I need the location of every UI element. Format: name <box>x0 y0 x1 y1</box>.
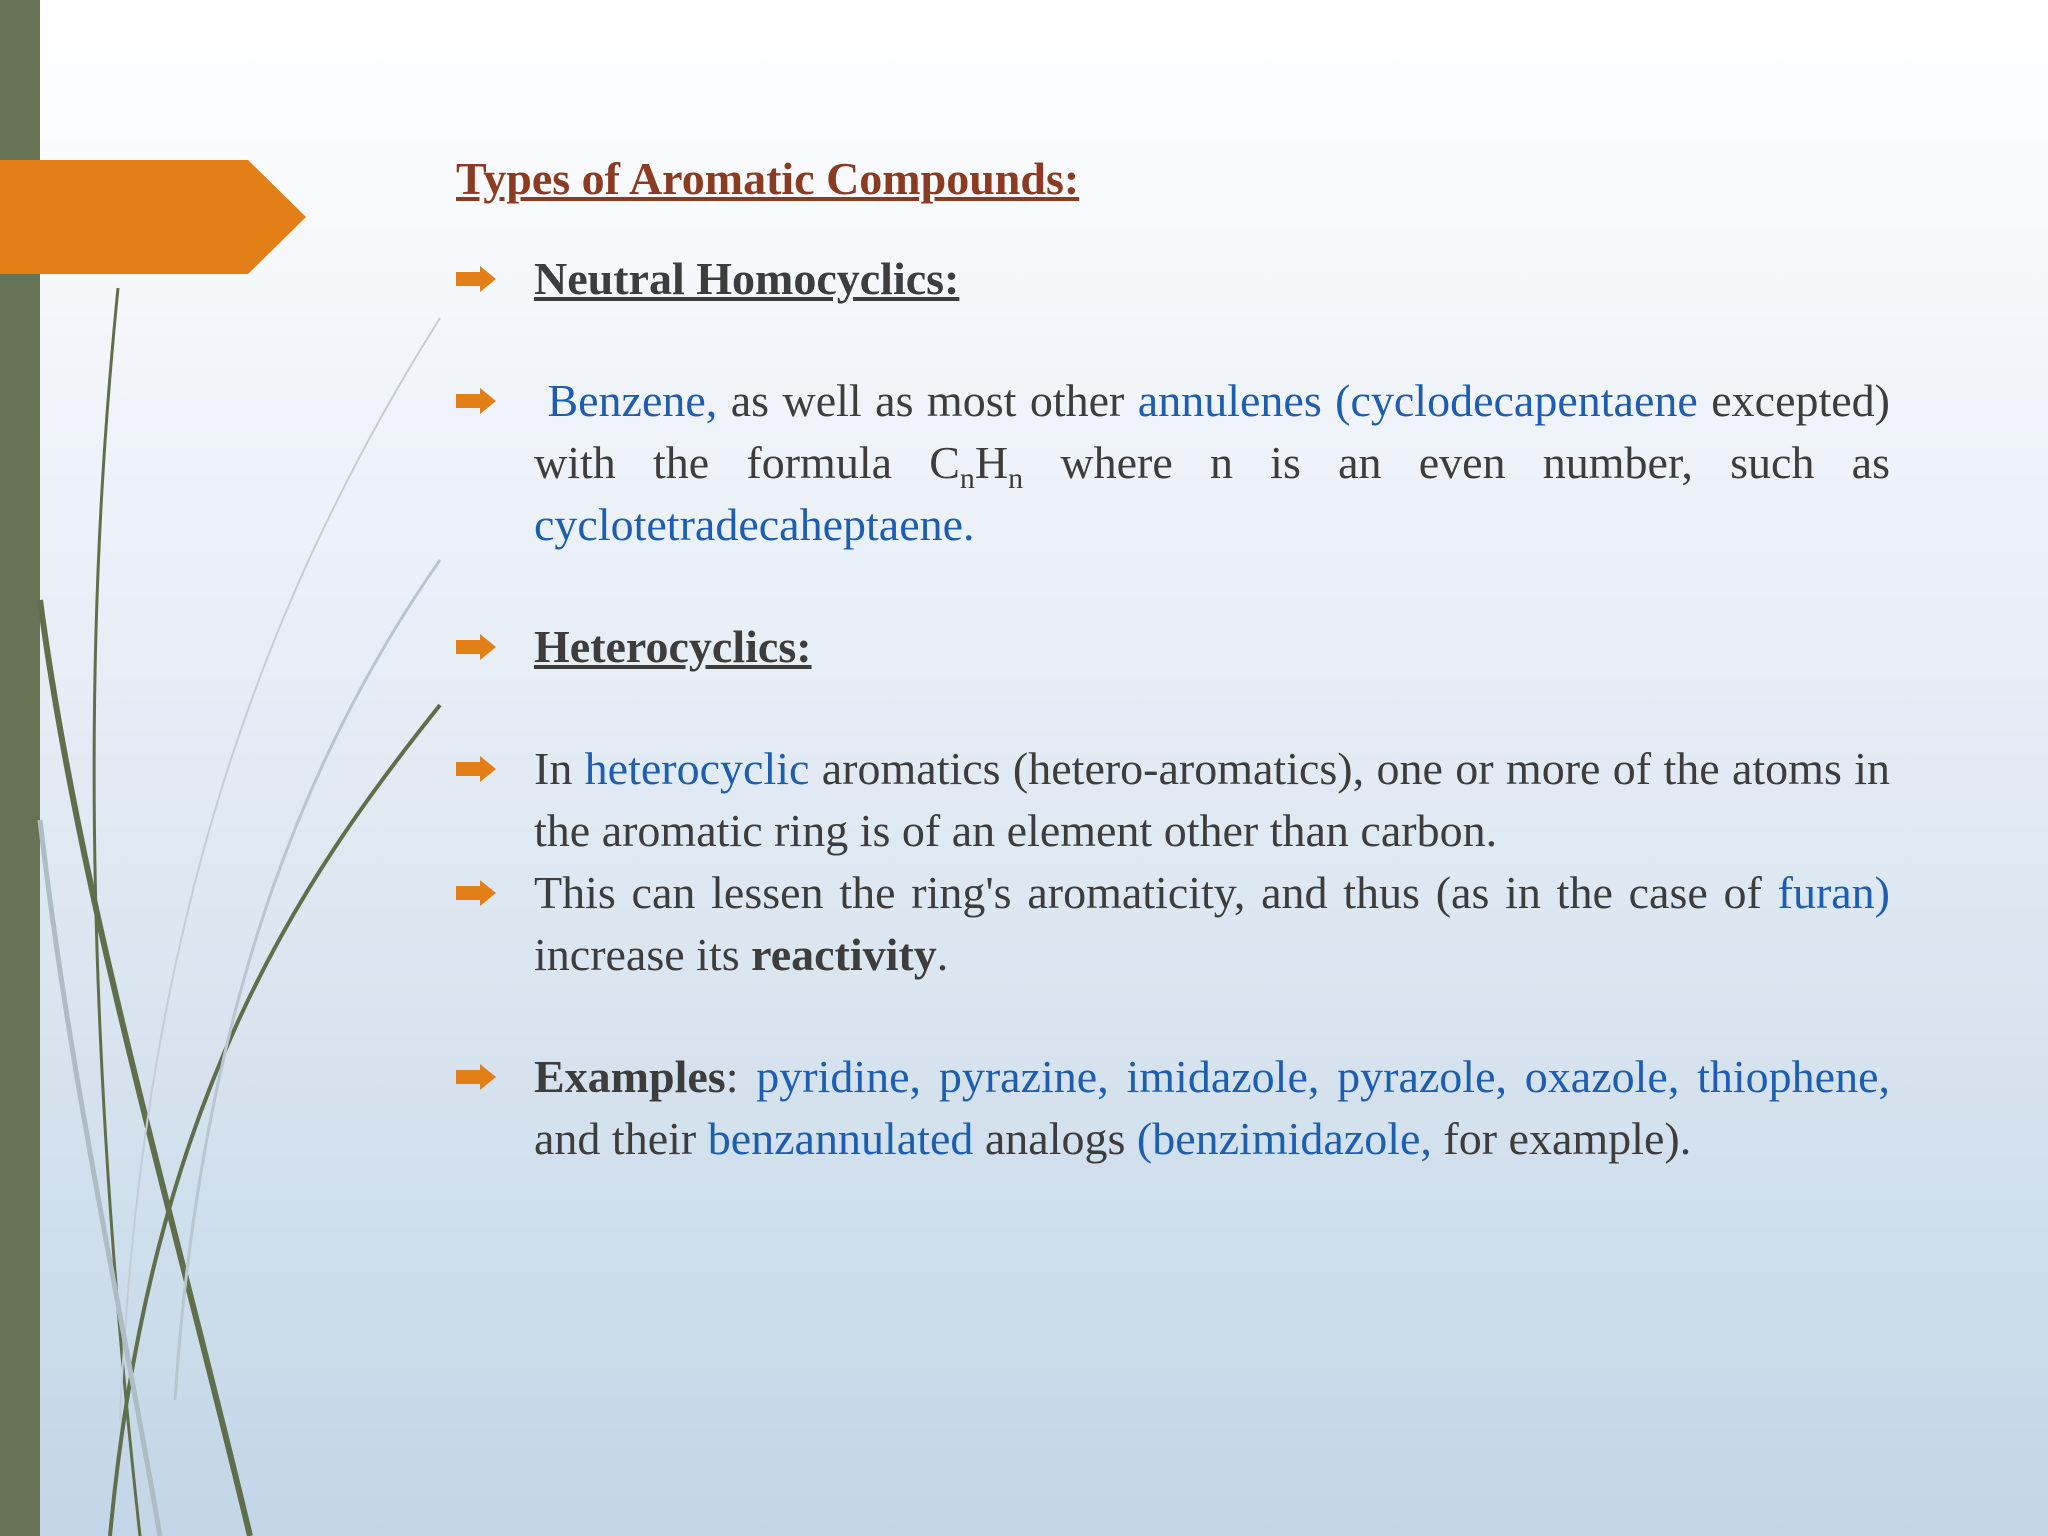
hetero-text-2: aromatics (hetero-aromatics), one or more of the atoms in the aromatic ring is of an element other than carbon. <box>534 743 1890 856</box>
lessen-text-1: This can lessen the ring's aromaticity, and thus (as in the case of <box>534 867 1778 918</box>
benzene-text-2: excepted) with the formula C <box>534 375 1891 488</box>
orange-arrow-bullet-icon <box>456 266 496 292</box>
orange-arrow-bullet-icon <box>456 388 496 414</box>
bullet-heterocyclics <box>456 616 1890 678</box>
benzene-link[interactable]: Benzene, <box>547 375 718 426</box>
orange-arrow-bullet-icon <box>456 880 496 906</box>
furan-link[interactable]: furan) <box>1777 867 1890 918</box>
bullet-examples <box>456 1046 1890 1170</box>
reactivity-bold: reactivity <box>751 929 937 980</box>
examples-text-2: analogs <box>973 1113 1137 1164</box>
content-area <box>456 248 1890 1170</box>
cyclotetradecaheptaene-link[interactable]: cyclotetradecaheptaene. <box>534 499 975 550</box>
lessen-text-2: increase its <box>534 929 752 980</box>
heterocyclic-link[interactable]: heterocyclic <box>584 743 810 794</box>
formula-h: H <box>974 437 1009 488</box>
benzimidazole-link[interactable]: (benzimidazole, <box>1136 1113 1432 1164</box>
examples-compound-links[interactable]: pyridine, pyrazine, imidazole, pyrazole, oxazole, thiophene, <box>756 1051 1891 1102</box>
examples-text-3: for example). <box>1431 1113 1692 1164</box>
examples-text-1: and their <box>534 1113 708 1164</box>
orange-arrow-bullet-icon <box>456 634 496 660</box>
slide-title: Types of Aromatic Compounds: <box>456 153 1080 204</box>
benzannulated-link[interactable]: benzannulated <box>707 1113 974 1164</box>
bullet-lessen-aromaticity <box>456 862 1890 986</box>
lessen-text-3: . <box>936 929 949 980</box>
examples-label: Examples <box>534 1051 726 1102</box>
heterocyclics-heading: Heterocyclics: <box>534 621 812 672</box>
orange-arrow-bullet-icon <box>456 756 496 782</box>
orange-arrow-bullet-icon <box>456 1064 496 1090</box>
bullet-heterocyclic-aromatics <box>456 738 1890 862</box>
formula-subscript-n: n <box>1008 462 1024 495</box>
bullet-benzene <box>456 370 1890 556</box>
benzene-text-1: as well as most other <box>717 375 1138 426</box>
neutral-homocyclics-heading: Neutral Homocyclics: <box>534 253 960 304</box>
grass-decoration <box>0 0 460 1536</box>
annulenes-link[interactable]: annulenes (cyclodecapentaene <box>1137 375 1698 426</box>
bullet-neutral-homocyclics <box>456 248 1890 310</box>
benzene-text-3: where n is an even number, such as <box>1023 437 1890 488</box>
formula-subscript-n: n <box>959 462 975 495</box>
hetero-text-1: In <box>534 743 585 794</box>
examples-colon: : <box>725 1051 757 1102</box>
